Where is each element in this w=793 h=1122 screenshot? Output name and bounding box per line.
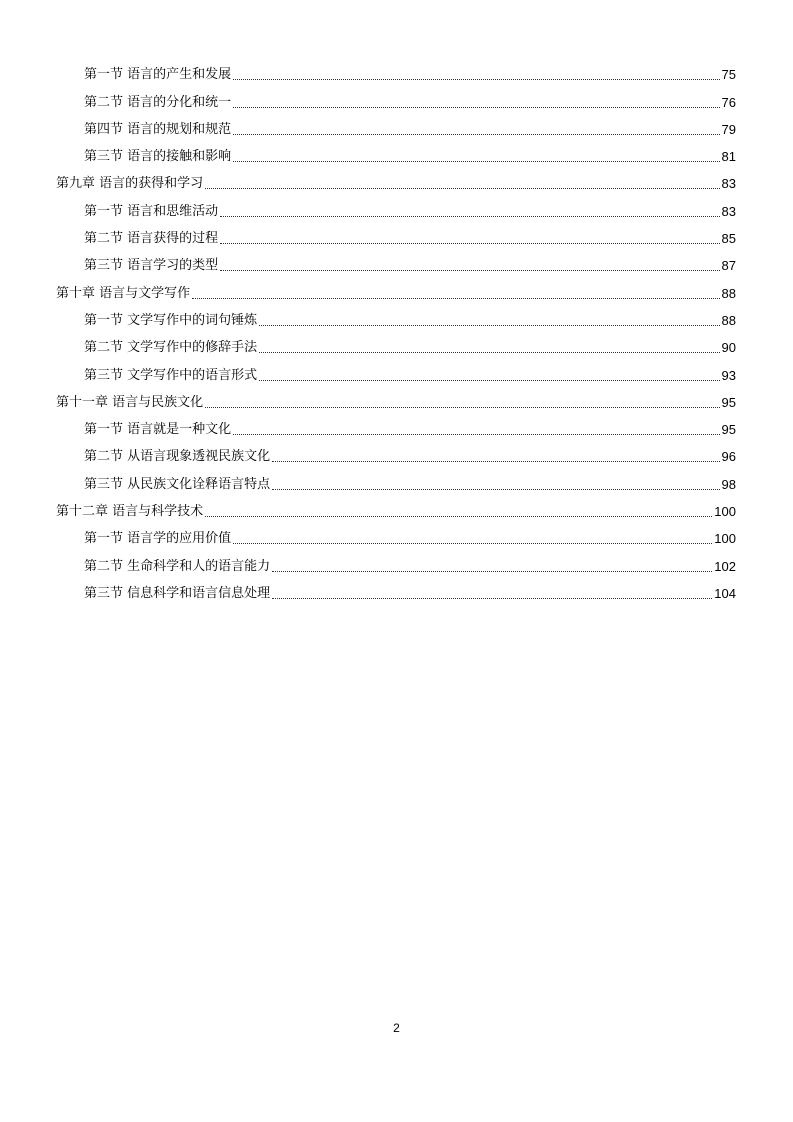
toc-entry-title: 第二节 语言的分化和统一	[84, 94, 232, 110]
toc-entry-page: 96	[721, 449, 736, 465]
toc-dot-leader	[272, 598, 712, 599]
page-number: 2	[393, 1021, 400, 1035]
toc-entry-page: 98	[721, 476, 736, 492]
table-of-contents	[56, 56, 736, 602]
toc-section-entry[interactable]	[56, 247, 736, 274]
toc-dot-leader	[205, 188, 719, 189]
toc-dot-leader	[233, 107, 719, 108]
toc-dot-leader	[205, 407, 719, 408]
toc-section-entry[interactable]	[56, 411, 736, 438]
toc-entry-page: 87	[721, 258, 736, 274]
toc-dot-leader	[233, 434, 719, 435]
toc-entry-title: 第三节 语言学习的类型	[84, 258, 219, 274]
toc-dot-leader	[233, 161, 719, 162]
toc-dot-leader	[272, 571, 712, 572]
toc-dot-leader	[259, 352, 719, 353]
toc-entry-title: 第三节 信息科学和语言信息处理	[84, 585, 271, 601]
toc-entry-page: 95	[721, 422, 736, 438]
toc-dot-leader	[233, 543, 712, 544]
toc-entry-title: 第二节 文学写作中的修辞手法	[84, 340, 258, 356]
toc-section-entry[interactable]	[56, 575, 736, 602]
toc-chapter-entry[interactable]	[56, 384, 736, 411]
toc-entry-page: 83	[721, 203, 736, 219]
toc-entry-page: 88	[721, 285, 736, 301]
toc-entry-title: 第一节 语言就是一种文化	[84, 422, 232, 438]
toc-entry-page: 81	[721, 149, 736, 165]
toc-entry-title: 第一节 文学写作中的词句锤炼	[84, 312, 258, 328]
toc-dot-leader	[233, 79, 719, 80]
toc-chapter-entry[interactable]	[56, 493, 736, 520]
toc-entry-title: 第三节 文学写作中的语言形式	[84, 367, 258, 383]
toc-dot-leader	[272, 461, 719, 462]
toc-dot-leader	[272, 489, 719, 490]
toc-entry-title: 第二节 从语言现象透视民族文化	[84, 449, 271, 465]
toc-entry-title: 第一节 语言的产生和发展	[84, 67, 232, 83]
toc-section-entry[interactable]	[56, 438, 736, 465]
toc-entry-page: 100	[714, 504, 736, 520]
toc-entry-page: 95	[721, 394, 736, 410]
toc-section-entry[interactable]	[56, 520, 736, 547]
toc-entry-title: 第一节 语言学的应用价值	[84, 531, 232, 547]
toc-entry-page: 90	[721, 340, 736, 356]
toc-chapter-entry[interactable]	[56, 274, 736, 301]
toc-entry-title: 第三节 语言的接触和影响	[84, 149, 232, 165]
toc-entry-title: 第十二章 语言与科学技术	[56, 504, 204, 520]
toc-section-entry[interactable]	[56, 192, 736, 219]
toc-section-entry[interactable]	[56, 547, 736, 574]
toc-entry-title: 第十章 语言与文学写作	[56, 285, 191, 301]
toc-dot-leader	[220, 270, 719, 271]
toc-dot-leader	[233, 134, 719, 135]
toc-section-entry[interactable]	[56, 465, 736, 492]
toc-entry-page: 75	[721, 67, 736, 83]
toc-dot-leader	[259, 380, 719, 381]
toc-dot-leader	[220, 216, 719, 217]
toc-chapter-entry[interactable]	[56, 165, 736, 192]
toc-entry-page: 100	[714, 531, 736, 547]
toc-entry-title: 第九章 语言的获得和学习	[56, 176, 204, 192]
toc-entry-title: 第十一章 语言与民族文化	[56, 394, 204, 410]
toc-entry-page: 93	[721, 367, 736, 383]
toc-entry-title: 第二节 语言获得的过程	[84, 231, 219, 247]
toc-dot-leader	[205, 516, 712, 517]
toc-entry-page: 76	[721, 94, 736, 110]
toc-section-entry[interactable]	[56, 56, 736, 83]
toc-dot-leader	[220, 243, 719, 244]
toc-entry-page: 88	[721, 312, 736, 328]
toc-entry-page: 79	[721, 121, 736, 137]
toc-section-entry[interactable]	[56, 302, 736, 329]
toc-section-entry[interactable]	[56, 329, 736, 356]
toc-entry-title: 第二节 生命科学和人的语言能力	[84, 558, 271, 574]
toc-entry-page: 83	[721, 176, 736, 192]
toc-section-entry[interactable]	[56, 111, 736, 138]
toc-dot-leader	[259, 325, 719, 326]
toc-dot-leader	[192, 298, 719, 299]
toc-entry-page: 102	[714, 558, 736, 574]
toc-entry-page: 104	[714, 585, 736, 601]
toc-section-entry[interactable]	[56, 356, 736, 383]
toc-section-entry[interactable]	[56, 138, 736, 165]
toc-entry-title: 第三节 从民族文化诠释语言特点	[84, 476, 271, 492]
toc-section-entry[interactable]	[56, 220, 736, 247]
toc-section-entry[interactable]	[56, 83, 736, 110]
toc-entry-page: 85	[721, 231, 736, 247]
toc-entry-title: 第四节 语言的规划和规范	[84, 121, 232, 137]
toc-entry-title: 第一节 语言和思维活动	[84, 203, 219, 219]
